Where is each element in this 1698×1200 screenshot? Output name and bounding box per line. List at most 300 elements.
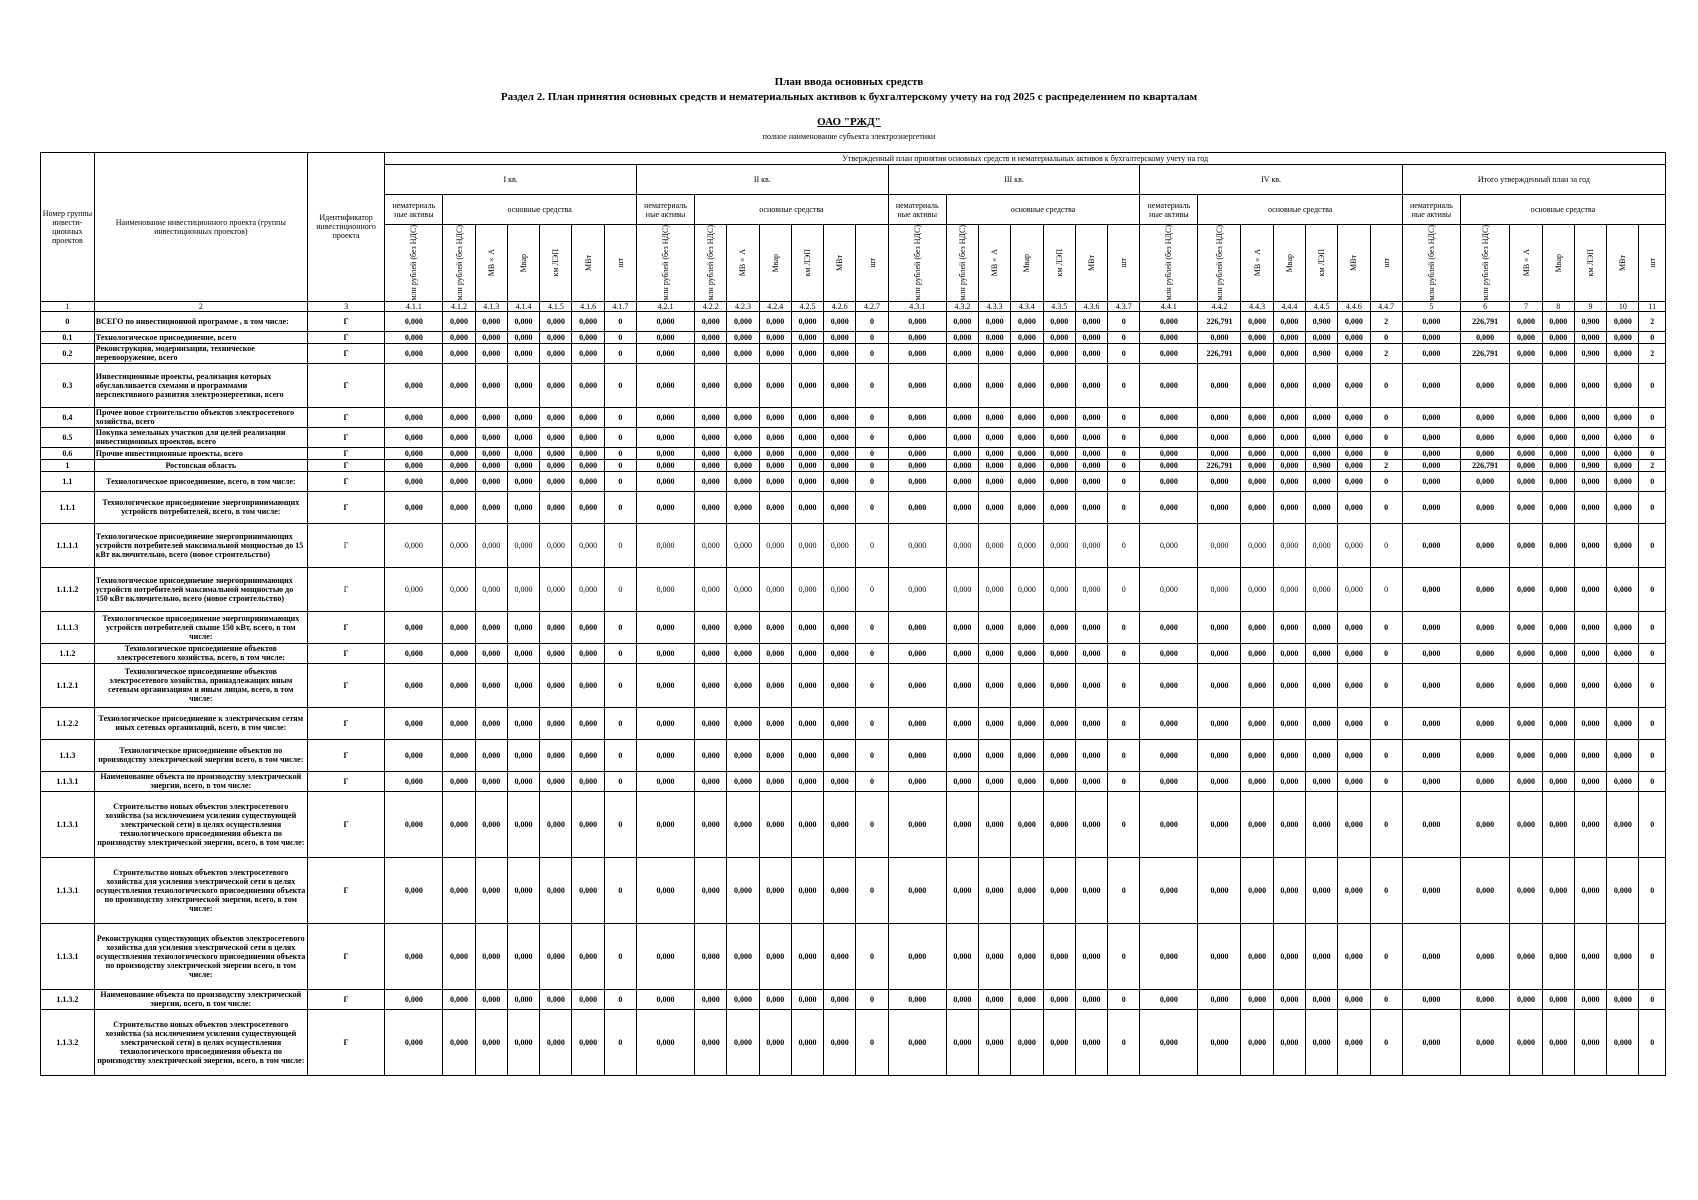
row-project-id: Г — [307, 707, 384, 739]
row-value: 0,000 — [1043, 739, 1075, 771]
header-unit-label: Мвар — [1022, 253, 1032, 272]
header-unit — [1460, 225, 1509, 302]
row-value: 0,000 — [1011, 407, 1043, 427]
row-value: 0,000 — [695, 923, 727, 989]
row-value: 0,000 — [759, 491, 791, 523]
row-value: 0 — [1370, 491, 1402, 523]
header-fixed-assets: основные средства — [1198, 195, 1402, 225]
row-value: 0,000 — [1402, 407, 1460, 427]
row-value: 0,000 — [1607, 311, 1639, 331]
row-value: 0 — [1108, 363, 1140, 407]
row-value: 0,000 — [572, 791, 604, 857]
header-unit-label: МВ×А — [990, 249, 1000, 277]
row-value: 0,000 — [1075, 447, 1107, 459]
row-value: 0 — [856, 407, 888, 427]
row-value: 0,000 — [1075, 427, 1107, 447]
row-value: 0 — [856, 791, 888, 857]
row-value: 0 — [856, 471, 888, 491]
table-row — [41, 857, 1666, 923]
row-value: 0,000 — [507, 771, 539, 791]
row-value: 0,000 — [791, 407, 823, 427]
row-value: 0,000 — [1402, 447, 1460, 459]
row-value: 0,000 — [1140, 989, 1198, 1009]
row-value: 0,000 — [1510, 491, 1542, 523]
row-value: 0 — [1370, 611, 1402, 643]
row-value: 0,000 — [1011, 1009, 1043, 1075]
row-value: 0,000 — [1338, 491, 1370, 523]
column-index: 5 — [1402, 301, 1460, 311]
row-value: 0,000 — [695, 491, 727, 523]
row-value: 0,000 — [1306, 427, 1338, 447]
row-value: 0,000 — [1338, 427, 1370, 447]
column-index: 8 — [1542, 301, 1574, 311]
row-value: 0,000 — [1043, 771, 1075, 791]
row-value: 0,000 — [1075, 663, 1107, 707]
row-value: 0,000 — [727, 771, 759, 791]
row-value: 0,000 — [1075, 771, 1107, 791]
row-value: 0,000 — [824, 311, 856, 331]
row-value: 0,000 — [540, 407, 572, 427]
row-value: 0 — [856, 989, 888, 1009]
table-row — [41, 1009, 1666, 1075]
row-value: 0,000 — [1241, 343, 1273, 363]
row-value: 0,000 — [1607, 491, 1639, 523]
row-value: 0 — [1108, 643, 1140, 663]
row-value: 0,000 — [727, 471, 759, 491]
row-value: 0,000 — [1542, 343, 1574, 363]
row-value: 0,000 — [888, 311, 946, 331]
row-value: 0,000 — [572, 1009, 604, 1075]
row-value: 0,000 — [1043, 311, 1075, 331]
row-value: 0,000 — [572, 611, 604, 643]
header-unit — [540, 225, 572, 302]
row-value: 0,000 — [791, 707, 823, 739]
row-value: 0 — [1639, 663, 1666, 707]
row-value: 0,000 — [507, 491, 539, 523]
row-project-id: Г — [307, 311, 384, 331]
row-value: 0,000 — [946, 707, 978, 739]
header-unit-label: млн рублей (без НДС) — [706, 225, 716, 301]
row-value: 0,000 — [759, 791, 791, 857]
row-value: 0,000 — [791, 363, 823, 407]
row-value: 0,000 — [540, 491, 572, 523]
row-value: 0,000 — [1273, 427, 1305, 447]
row-value: 0,000 — [636, 989, 694, 1009]
row-project-id: Г — [307, 331, 384, 343]
row-value: 0,000 — [1510, 739, 1542, 771]
row-value: 0,000 — [979, 363, 1011, 407]
row-value: 0,000 — [1607, 523, 1639, 567]
row-value: 0,000 — [572, 363, 604, 407]
row-value: 0,000 — [759, 363, 791, 407]
row-project-name: Технологическое присоединение объектов по производству электрической энергии всего, в том числе: — [94, 739, 307, 771]
row-value: 0,000 — [507, 707, 539, 739]
header-unit-label: км ЛЭП — [1054, 249, 1064, 277]
row-number: 0.4 — [41, 407, 95, 427]
row-value: 0 — [856, 331, 888, 343]
row-value: 0,000 — [1075, 459, 1107, 471]
row-value: 0,000 — [1306, 447, 1338, 459]
row-value: 0,000 — [1510, 427, 1542, 447]
row-value: 0,000 — [1198, 739, 1241, 771]
row-value: 0 — [604, 611, 636, 643]
row-value: 0,000 — [475, 707, 507, 739]
row-value: 0,000 — [1043, 459, 1075, 471]
row-value: 0,000 — [1140, 663, 1198, 707]
row-value: 0,000 — [1402, 771, 1460, 791]
row-value: 0,000 — [946, 611, 978, 643]
row-value: 0,000 — [1241, 643, 1273, 663]
row-value: 0,000 — [824, 923, 856, 989]
row-value: 0,000 — [636, 567, 694, 611]
row-value: 0,000 — [636, 407, 694, 427]
row-value: 0,000 — [727, 739, 759, 771]
row-value: 0,000 — [636, 471, 694, 491]
row-project-name: Реконструкция существующих объектов электросетевого хозяйства для усиления электрической сети в целях осуществления технологического присоединения объекта по производству электрической энергии всего, в том числе: — [94, 923, 307, 989]
row-value: 0,000 — [824, 491, 856, 523]
row-value: 0,000 — [759, 523, 791, 567]
row-value: 0 — [1108, 989, 1140, 1009]
row-value: 0 — [1108, 771, 1140, 791]
row-value: 0,000 — [475, 611, 507, 643]
row-value: 0 — [1370, 791, 1402, 857]
row-value: 0,000 — [475, 923, 507, 989]
row-value: 0,000 — [443, 343, 475, 363]
row-value: 0,000 — [1273, 989, 1305, 1009]
row-value: 0,000 — [888, 471, 946, 491]
column-index: 4.2.7 — [856, 301, 888, 311]
row-value: 0 — [604, 331, 636, 343]
row-value: 0 — [856, 1009, 888, 1075]
row-value: 0,000 — [1043, 857, 1075, 923]
row-value: 0,000 — [1510, 707, 1542, 739]
row-value: 0,000 — [1273, 343, 1305, 363]
header-unit-label: МВ×А — [486, 249, 496, 277]
row-value: 0,000 — [759, 567, 791, 611]
header-intangible: нематериаль ные активы — [1402, 195, 1460, 225]
row-value: 0 — [1108, 791, 1140, 857]
row-value: 0 — [604, 923, 636, 989]
row-value: 0 — [1108, 447, 1140, 459]
row-number: 1.1.3 — [41, 739, 95, 771]
row-value: 0,000 — [385, 459, 443, 471]
row-value: 0,000 — [1460, 989, 1509, 1009]
column-index: 4.2.4 — [759, 301, 791, 311]
row-value: 0,000 — [1574, 663, 1606, 707]
row-value: 0,000 — [443, 791, 475, 857]
row-value: 0,000 — [979, 407, 1011, 427]
row-value: 0,000 — [475, 459, 507, 471]
row-value: 0,000 — [636, 611, 694, 643]
row-value: 0,000 — [1043, 491, 1075, 523]
row-value: 0 — [1370, 523, 1402, 567]
row-number: 1.1.1.1 — [41, 523, 95, 567]
header-unit — [1542, 225, 1574, 302]
header-unit — [385, 225, 443, 302]
header-project-name: Наименование инвестиционного проекта (группы инвестиционных проектов) — [94, 153, 307, 302]
row-value: 0,000 — [1043, 791, 1075, 857]
row-value: 0,000 — [824, 363, 856, 407]
row-value: 0,000 — [888, 343, 946, 363]
row-value: 0,000 — [1075, 611, 1107, 643]
row-value: 0,000 — [759, 447, 791, 459]
row-value: 0,000 — [1574, 363, 1606, 407]
row-value: 0,000 — [443, 739, 475, 771]
header-unit-label: млн рублей (без НДС) — [912, 225, 922, 301]
row-value: 0,000 — [695, 771, 727, 791]
row-value: 0,000 — [824, 343, 856, 363]
row-value: 0,000 — [979, 857, 1011, 923]
row-value: 0,000 — [1460, 611, 1509, 643]
row-value: 0,000 — [946, 407, 978, 427]
header-unit — [979, 225, 1011, 302]
row-value: 0,000 — [1273, 523, 1305, 567]
header-unit — [946, 225, 978, 302]
row-project-id: Г — [307, 923, 384, 989]
row-value: 0,000 — [475, 311, 507, 331]
row-value: 0,000 — [979, 989, 1011, 1009]
row-value: 0,900 — [1574, 343, 1606, 363]
row-value: 0 — [1370, 567, 1402, 611]
header-unit-label: млн рублей (без НДС) — [1480, 225, 1490, 301]
row-value: 0 — [1370, 363, 1402, 407]
row-value: 0,000 — [824, 459, 856, 471]
row-value: 0,000 — [1574, 331, 1606, 343]
row-value: 0,000 — [1510, 567, 1542, 611]
row-value: 0,000 — [1542, 459, 1574, 471]
row-project-name: Технологическое присоединение энергопринимающих устройств потребителей свыше 150 кВт, всего, в том числе: — [94, 611, 307, 643]
row-value: 0,000 — [1306, 471, 1338, 491]
row-value: 0,000 — [1198, 567, 1241, 611]
row-value: 0,000 — [636, 707, 694, 739]
row-value: 0,000 — [1198, 1009, 1241, 1075]
row-number: 1.1.2.1 — [41, 663, 95, 707]
row-value: 0,000 — [1075, 343, 1107, 363]
row-value: 0 — [856, 523, 888, 567]
row-value: 0,000 — [1338, 471, 1370, 491]
row-value: 0,000 — [727, 459, 759, 471]
row-value: 0 — [604, 491, 636, 523]
header-unit — [856, 225, 888, 302]
row-value: 0,000 — [888, 523, 946, 567]
row-value: 0,000 — [1011, 643, 1043, 663]
header-quarter: IV кв. — [1140, 165, 1402, 195]
table-row — [41, 791, 1666, 857]
row-value: 0,000 — [1140, 611, 1198, 643]
row-value: 0,000 — [1607, 923, 1639, 989]
row-value: 0,000 — [572, 739, 604, 771]
column-index: 4.1.6 — [572, 301, 604, 311]
row-value: 0,000 — [979, 739, 1011, 771]
row-value: 0,000 — [1402, 311, 1460, 331]
row-value: 0 — [1108, 427, 1140, 447]
row-value: 0 — [604, 343, 636, 363]
row-value: 0 — [1639, 523, 1666, 567]
header-unit-label: млн рублей (без НДС) — [1214, 225, 1224, 301]
row-value: 0 — [856, 707, 888, 739]
header-unit — [1607, 225, 1639, 302]
row-project-name: Технологическое присоединение энергопринимающих устройств потребителей максимальной мощностью до 15 кВт включительно, всего (новое строительство) — [94, 523, 307, 567]
row-value: 0,000 — [540, 331, 572, 343]
row-value: 0 — [1639, 491, 1666, 523]
header-unit-label: МВт — [1349, 254, 1359, 271]
row-value: 0,000 — [1011, 707, 1043, 739]
row-value: 0,000 — [695, 407, 727, 427]
row-value: 0,000 — [946, 791, 978, 857]
row-value: 0,000 — [888, 407, 946, 427]
row-value: 0,000 — [824, 739, 856, 771]
row-value: 0 — [1370, 643, 1402, 663]
row-value: 0,000 — [1607, 407, 1639, 427]
row-value: 0,000 — [824, 707, 856, 739]
row-value: 0,000 — [1075, 989, 1107, 1009]
row-value: 0,000 — [1043, 427, 1075, 447]
row-value: 0,000 — [1198, 643, 1241, 663]
header-unit — [604, 225, 636, 302]
row-value: 0,000 — [1273, 471, 1305, 491]
row-value: 0,000 — [385, 491, 443, 523]
row-value: 0,000 — [1402, 663, 1460, 707]
row-value: 0,000 — [888, 707, 946, 739]
row-value: 0,000 — [1241, 857, 1273, 923]
row-value: 0,000 — [695, 523, 727, 567]
row-value: 0,000 — [1241, 471, 1273, 491]
row-value: 0 — [1108, 343, 1140, 363]
row-value: 0,000 — [1607, 611, 1639, 643]
column-index: 4.3.3 — [979, 301, 1011, 311]
row-value: 0 — [1370, 471, 1402, 491]
table-row — [41, 663, 1666, 707]
row-value: 0,000 — [1075, 1009, 1107, 1075]
row-value: 0,000 — [636, 1009, 694, 1075]
row-value: 0,000 — [791, 771, 823, 791]
row-value: 0,000 — [507, 523, 539, 567]
table-row — [41, 447, 1666, 459]
row-value: 0,000 — [695, 459, 727, 471]
row-value: 0,000 — [791, 343, 823, 363]
row-value: 0,000 — [1273, 707, 1305, 739]
row-value: 0,000 — [1273, 923, 1305, 989]
row-value: 0,000 — [1542, 611, 1574, 643]
row-value: 0,000 — [727, 923, 759, 989]
row-value: 0,000 — [1460, 471, 1509, 491]
row-project-name: ВСЕГО по инвестиционной программе , в том числе: — [94, 311, 307, 331]
row-value: 0,000 — [946, 771, 978, 791]
row-value: 0,000 — [1043, 343, 1075, 363]
header-unit-label: км ЛЭП — [803, 249, 812, 277]
row-value: 0,000 — [759, 857, 791, 923]
row-value: 0 — [1639, 331, 1666, 343]
header-unit-label: шт — [1647, 257, 1657, 268]
row-value: 0,000 — [946, 857, 978, 923]
row-value: 0,000 — [1607, 427, 1639, 447]
row-value: 0,000 — [1510, 663, 1542, 707]
row-value: 0,000 — [979, 567, 1011, 611]
row-value: 0,000 — [1198, 707, 1241, 739]
header-unit-label: км ЛЭП — [1586, 249, 1596, 277]
row-value: 2 — [1370, 311, 1402, 331]
row-value: 0,000 — [759, 343, 791, 363]
row-value: 0,000 — [507, 663, 539, 707]
row-value: 0,000 — [824, 427, 856, 447]
row-value: 0 — [1639, 567, 1666, 611]
header-unit — [727, 225, 759, 302]
row-value: 0 — [1108, 1009, 1140, 1075]
row-value: 0,000 — [507, 427, 539, 447]
header-fixed-assets: основные средства — [946, 195, 1140, 225]
row-value: 0,000 — [1011, 663, 1043, 707]
row-value: 0,000 — [979, 611, 1011, 643]
row-value: 0,000 — [979, 311, 1011, 331]
row-value: 0,000 — [475, 343, 507, 363]
row-value: 0,000 — [1510, 923, 1542, 989]
table-row — [41, 643, 1666, 663]
row-value: 0,000 — [946, 363, 978, 407]
table-row — [41, 989, 1666, 1009]
row-value: 0,000 — [443, 331, 475, 343]
row-value: 0,000 — [636, 791, 694, 857]
row-value: 0,000 — [1542, 311, 1574, 331]
row-value: 0,000 — [759, 989, 791, 1009]
row-value: 0,000 — [695, 643, 727, 663]
row-value: 0,000 — [540, 923, 572, 989]
row-value: 0,000 — [1338, 407, 1370, 427]
row-value: 0,000 — [1338, 611, 1370, 643]
table-row — [41, 459, 1666, 471]
row-value: 0,000 — [1306, 643, 1338, 663]
row-value: 0,000 — [1542, 771, 1574, 791]
row-value: 0,000 — [443, 447, 475, 459]
row-value: 0,000 — [791, 331, 823, 343]
row-value: 0 — [1370, 447, 1402, 459]
row-value: 0,000 — [1542, 1009, 1574, 1075]
row-value: 0,000 — [824, 1009, 856, 1075]
row-value: 0,000 — [1241, 1009, 1273, 1075]
column-index: 4.2.2 — [695, 301, 727, 311]
row-number: 1.1.1 — [41, 491, 95, 523]
row-value: 0,000 — [385, 567, 443, 611]
row-value: 0,000 — [695, 471, 727, 491]
row-value: 0 — [1108, 707, 1140, 739]
row-value: 0 — [604, 989, 636, 1009]
row-value: 0,000 — [540, 459, 572, 471]
column-index: 1 — [41, 301, 95, 311]
row-value: 0,000 — [1011, 331, 1043, 343]
row-value: 0,000 — [1402, 331, 1460, 343]
row-value: 0,000 — [1043, 707, 1075, 739]
row-value: 0,000 — [1510, 989, 1542, 1009]
row-value: 0,000 — [824, 989, 856, 1009]
row-value: 0,000 — [1043, 567, 1075, 611]
row-project-id: Г — [307, 427, 384, 447]
row-value: 0,000 — [946, 1009, 978, 1075]
row-value: 0,000 — [1402, 643, 1460, 663]
row-value: 0,000 — [1460, 363, 1509, 407]
row-value: 0,000 — [572, 407, 604, 427]
row-value: 0,900 — [1306, 343, 1338, 363]
header-unit-label: Мвар — [1553, 253, 1563, 272]
row-value: 0,000 — [979, 923, 1011, 989]
table-row — [41, 771, 1666, 791]
row-value: 0,000 — [1306, 663, 1338, 707]
header-unit — [1198, 225, 1241, 302]
row-value: 0,900 — [1574, 459, 1606, 471]
row-value: 0,000 — [1241, 523, 1273, 567]
row-value: 0,000 — [946, 311, 978, 331]
row-value: 226,791 — [1198, 459, 1241, 471]
row-value: 0,000 — [759, 771, 791, 791]
row-value: 0,000 — [1574, 407, 1606, 427]
